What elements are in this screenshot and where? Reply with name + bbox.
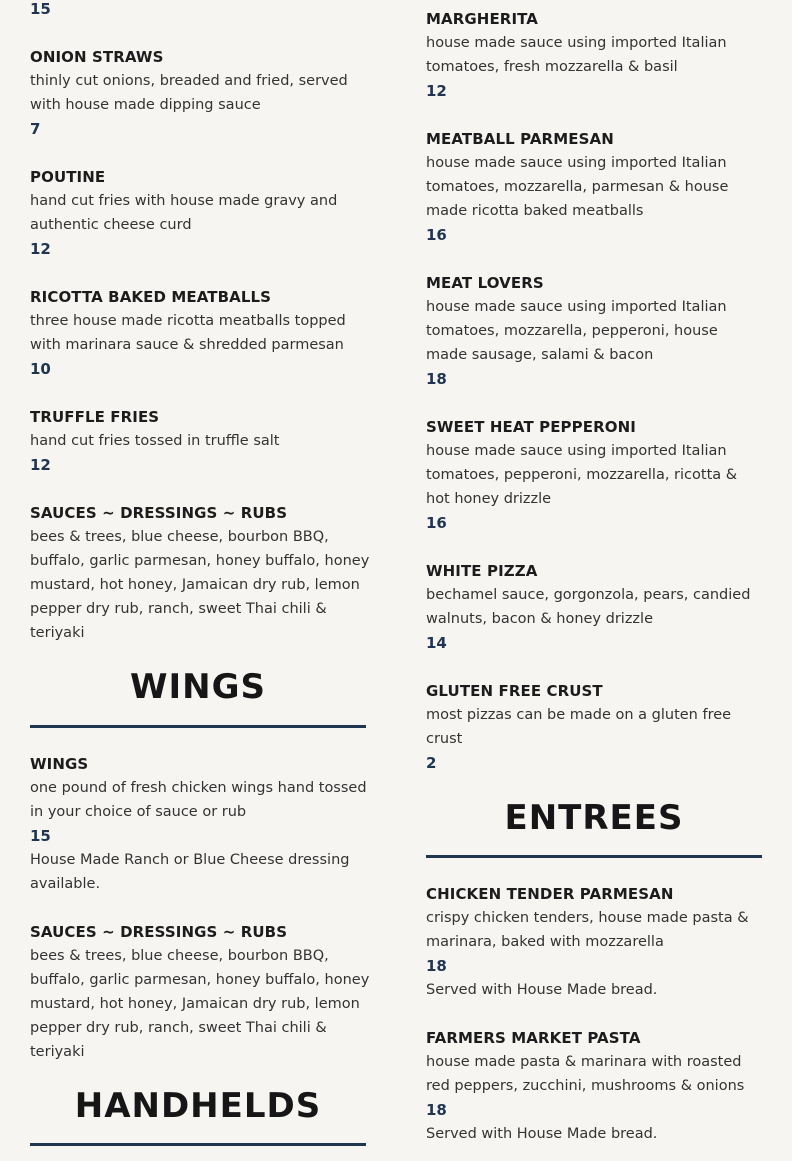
menu-item-price: 16 xyxy=(426,226,447,244)
section-divider xyxy=(30,725,366,728)
menu-item-name: SAUCES ~ DRESSINGS ~ RUBS xyxy=(30,504,288,522)
menu-item-name: WINGS xyxy=(30,755,89,773)
menu-item-description: house made pasta & marinara with roasted red peppers, zucchini, mushrooms & onions xyxy=(426,1054,745,1094)
menu-item-description: bees & trees, blue cheese, bourbon BBQ, buffalo, garlic parmesan, honey buffalo, honey mustard, hot honey, Jamaican dry rub, lemon pepper dry rub, ranch, sweet Thai chili & teriyaki xyxy=(30,529,370,641)
menu-item-price: 12 xyxy=(30,456,51,474)
menu-item-gluten-free-crust xyxy=(426,679,766,775)
menu-item-farmers-market-pasta xyxy=(426,1026,762,1146)
menu-item-price: 14 xyxy=(426,634,447,652)
menu-item-name: CHICKEN TENDER PARMESAN xyxy=(426,885,674,903)
menu-item-name: TRUFFLE FRIES xyxy=(30,408,160,426)
menu-item-description: most pizzas can be made on a gluten free crust xyxy=(426,707,732,747)
menu-item-name: MEATBALL PARMESAN xyxy=(426,130,614,148)
menu-item-price: 12 xyxy=(30,240,51,258)
section-title-handhelds: HANDHELDS xyxy=(74,1086,322,1126)
menu-item-price: 15 xyxy=(30,0,51,18)
menu-item-price: 15 xyxy=(30,827,51,845)
menu-item-sweet-heat-pepperoni xyxy=(426,415,762,535)
menu-item-description: hand cut fries with house made gravy and authentic cheese curd xyxy=(30,193,338,233)
menu-item-price: 2 xyxy=(426,754,437,772)
menu-item-description: house made sauce using imported Italian tomatoes, mozzarella, pepperoni, house made sausage, salami & bacon xyxy=(426,299,727,363)
menu-item-price: 18 xyxy=(426,957,447,975)
menu-item-white-pizza xyxy=(426,559,762,655)
menu-item-price: 18 xyxy=(426,370,447,388)
menu-item-note: Served with House Made bread. xyxy=(426,982,658,998)
menu-item-price: 12 xyxy=(426,82,447,100)
menu-item-onion-straws xyxy=(30,45,370,141)
menu-item-chicken-tender-parmesan xyxy=(426,882,762,1002)
menu-item-price: 7 xyxy=(30,120,41,138)
menu-item-description: bechamel sauce, gorgonzola, pears, candied walnuts, bacon & honey drizzle xyxy=(426,587,751,627)
menu-item-description: house made sauce using imported Italian tomatoes, fresh mozzarella & basil xyxy=(426,35,727,75)
menu-item-description: three house made ricotta meatballs topped with marinara sauce & shredded parmesan xyxy=(30,313,346,353)
section-title-wings: WINGS xyxy=(129,667,266,707)
menu-item-margherita xyxy=(426,7,762,103)
menu-item-name: SAUCES ~ DRESSINGS ~ RUBS xyxy=(30,923,288,941)
menu-item-name: FARMERS MARKET PASTA xyxy=(426,1029,641,1047)
menu-item-wings xyxy=(30,752,370,896)
menu-item-price: 18 xyxy=(426,1101,447,1119)
menu-item-ricotta-meatballs xyxy=(30,285,370,381)
menu-item-name: POUTINE xyxy=(30,168,106,186)
menu-item-note: Served with House Made bread. xyxy=(426,1126,658,1142)
menu-item-name: ONION STRAWS xyxy=(30,48,164,66)
menu-item-name: MEAT LOVERS xyxy=(426,274,544,292)
menu-item-note: House Made Ranch or Blue Cheese dressing available. xyxy=(30,852,350,892)
section-divider xyxy=(30,1143,366,1146)
menu-item-poutine xyxy=(30,165,370,261)
menu-item-description: crispy chicken tenders, house made pasta & marinara, baked with mozzarella xyxy=(426,910,749,950)
menu-item-description: one pound of fresh chicken wings hand tossed in your choice of sauce or rub xyxy=(30,780,367,820)
menu-item-meat-lovers xyxy=(426,271,762,391)
menu-item-description: hand cut fries tossed in truffle salt xyxy=(30,433,280,449)
menu-item-name: SWEET HEAT PEPPERONI xyxy=(426,418,636,436)
menu-item-truffle-fries xyxy=(30,405,370,477)
menu-item-name: GLUTEN FREE CRUST xyxy=(426,682,603,700)
menu-item-meatball-parmesan xyxy=(426,127,762,247)
menu-item-sauces xyxy=(30,920,370,1064)
section-divider xyxy=(426,855,762,858)
menu-item-price: 16 xyxy=(426,514,447,532)
menu-item-description: house made sauce using imported Italian tomatoes, mozzarella, parmesan & house made ricotta baked meatballs xyxy=(426,155,729,219)
menu-item-price: 10 xyxy=(30,360,51,378)
menu-item-description: thinly cut onions, breaded and fried, served with house made dipping sauce xyxy=(30,73,348,113)
menu-item-name: RICOTTA BAKED MEATBALLS xyxy=(30,288,272,306)
menu-item-name: WHITE PIZZA xyxy=(426,562,538,580)
section-title-entrees: ENTREES xyxy=(504,798,684,838)
menu-item-description: house made sauce using imported Italian tomatoes, pepperoni, mozzarella, ricotta & hot honey drizzle xyxy=(426,443,738,507)
menu-item-name: MARGHERITA xyxy=(426,10,539,28)
menu-item-description: bees & trees, blue cheese, bourbon BBQ, buffalo, garlic parmesan, honey buffalo, honey mustard, hot honey, Jamaican dry rub, lemon pepper dry rub, ranch, sweet Thai chili & teriyaki xyxy=(30,948,370,1060)
menu-item-sauces xyxy=(30,501,370,645)
